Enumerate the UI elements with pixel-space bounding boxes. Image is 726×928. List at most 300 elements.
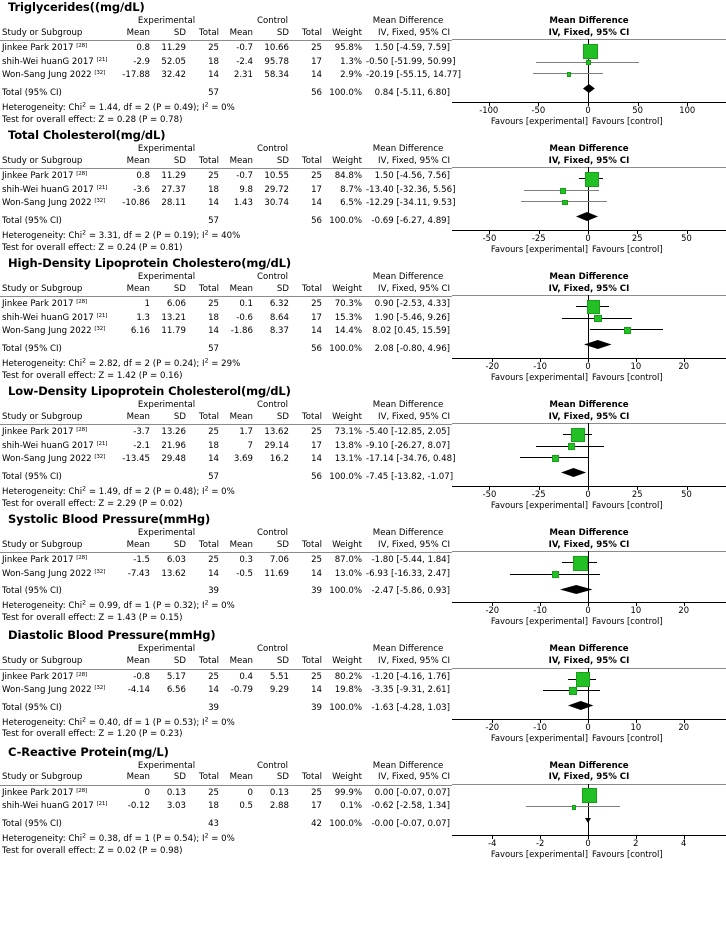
col-header-exp-mean: Mean [126, 27, 150, 38]
row-ctl-sd: 8.37 [269, 326, 289, 337]
row-ctl-sd: 6.32 [269, 299, 289, 310]
row-exp-total: 25 [208, 671, 219, 682]
col-header-exp-mean: Mean [126, 283, 150, 294]
forest-plot-canvas [452, 143, 726, 256]
group-header-control: Control [256, 399, 289, 410]
row-study-label: Jinkee Park 2017 [28] [2, 43, 87, 54]
plot-header-line2: IV, Fixed, 95% CI [548, 539, 630, 550]
overall-effect-text: Test for overall effect: Z = 0.28 (P = 0.78) [2, 114, 183, 125]
row-ctl-mean: 1.7 [239, 427, 253, 438]
statistics-table-wrapper [0, 143, 456, 256]
row-exp-sd: 32.42 [161, 70, 186, 81]
row-ctl-mean: 1.43 [233, 198, 253, 209]
axis-tick-label: -20 [485, 605, 500, 616]
total-weight: 100.0% [329, 215, 363, 226]
summary-diamond [561, 468, 586, 477]
row-exp-sd: 6.56 [166, 685, 186, 696]
study-weight-marker [562, 200, 568, 206]
axis-tick-label: -50 [482, 488, 497, 499]
axis-tick-label: -10 [533, 360, 547, 371]
favours-control-label: Favours [control] [592, 616, 663, 627]
axis-tick-label: 0 [585, 232, 591, 243]
total-ctl-total: 39 [311, 586, 323, 597]
table-row [0, 553, 452, 567]
md-header-line1: Mean Difference [372, 760, 444, 771]
forest-plot-wrapper [452, 271, 726, 384]
col-header-weight: Weight [332, 155, 363, 166]
plot-header-line1: Mean Difference [549, 644, 629, 655]
row-exp-mean: -13.45 [122, 454, 150, 465]
row-exp-sd: 11.29 [161, 43, 186, 54]
table-row [0, 669, 452, 683]
study-weight-marker [582, 788, 597, 803]
heterogeneity-row [0, 356, 452, 371]
row-weight: 15.3% [334, 312, 363, 323]
col-header-ctl-mean: Mean [229, 772, 253, 783]
row-exp-sd: 3.03 [166, 801, 186, 812]
row-weight: 13.0% [334, 568, 363, 579]
row-study-label: Won-Sang Jung 2022 [32] [2, 454, 106, 465]
total-row [0, 586, 452, 598]
row-study-label: Won-Sang Jung 2022 [32] [2, 70, 106, 81]
total-ctl-total: 56 [311, 215, 323, 226]
col-header-exp-mean: Mean [126, 539, 150, 550]
total-exp-total: 57 [208, 215, 219, 226]
favours-control-label: Favours [control] [592, 849, 663, 860]
col-header-ctl-mean: Mean [229, 27, 253, 38]
row-ctl-sd: 10.55 [264, 171, 289, 182]
forest-plot-canvas [452, 271, 726, 384]
statistics-table [0, 143, 456, 254]
study-weight-marker [552, 455, 559, 462]
forest-plot-wrapper [452, 527, 726, 628]
col-header-exp-sd: SD [173, 772, 186, 783]
row-mean-difference: 1.50 [-4.59, 7.59] [374, 43, 451, 54]
row-mean-difference: 0.90 [-2.53, 4.33] [374, 299, 451, 310]
axis-tick-label: -25 [531, 488, 546, 499]
panel-title: Triglycerides((mg/dL) [8, 0, 145, 14]
row-mean-difference: -3.35 [-9.31, 2.61] [371, 685, 451, 696]
row-exp-total: 14 [208, 70, 219, 81]
axis-tick-label: 20 [678, 360, 690, 371]
group-header-control: Control [256, 16, 289, 26]
row-exp-mean: -17.88 [122, 70, 150, 81]
plot-header-rule [452, 295, 726, 296]
row-ctl-total: 25 [311, 555, 323, 566]
forest-panel [0, 384, 726, 512]
total-label: Total (95% CI) [2, 87, 62, 98]
total-ctl-total: 56 [311, 87, 323, 98]
col-header-study: Study or Subgroup [2, 27, 83, 38]
axis-tick-label: -4 [488, 838, 497, 849]
plot-header-rule [452, 167, 726, 168]
row-exp-mean: 0.8 [136, 43, 150, 54]
group-header-row [0, 644, 452, 656]
study-weight-marker [576, 672, 590, 686]
row-ctl-sd: 95.78 [264, 56, 289, 67]
axis-tick-label: 20 [678, 605, 690, 616]
md-header-line1: Mean Difference [372, 527, 444, 538]
study-weight-marker [560, 188, 566, 194]
row-weight: 13.8% [334, 440, 363, 451]
col-header-exp-sd: SD [173, 655, 186, 666]
axis-tick-label: 50 [632, 104, 643, 115]
total-label: Total (95% CI) [2, 343, 62, 354]
group-header-control: Control [256, 644, 289, 655]
row-ctl-mean: 0.4 [239, 671, 253, 682]
row-mean-difference: 8.02 [0.45, 15.59] [372, 326, 451, 337]
row-ctl-total: 25 [311, 671, 323, 682]
group-header-control: Control [256, 271, 289, 282]
row-study-label: shih-Wei huanG 2017 [21] [2, 184, 108, 195]
col-header-ctl-mean: Mean [229, 411, 253, 422]
row-exp-mean: 0.8 [136, 171, 150, 182]
row-exp-total: 14 [208, 454, 219, 465]
row-weight: 95.8% [334, 43, 363, 54]
panel-title: Total Cholesterol(mg/dL) [8, 127, 166, 142]
group-header-row [0, 400, 452, 412]
column-header-row [0, 156, 452, 168]
col-header-study: Study or Subgroup [2, 155, 83, 166]
row-ctl-total: 25 [311, 171, 323, 182]
row-exp-total: 25 [208, 299, 219, 310]
heterogeneity-text: Heterogeneity: Chi$^2$ = 0.99, df = 1 (P = 0.32); $I^2 = 0\%$ [2, 599, 235, 612]
plot-header-line2: IV, Fixed, 95% CI [548, 27, 630, 38]
null-effect-line [588, 551, 589, 602]
row-exp-mean: -7.43 [127, 568, 150, 579]
axis-tick-label: 10 [630, 605, 642, 616]
null-effect-line [588, 423, 589, 486]
row-weight: 73.1% [334, 427, 363, 438]
heterogeneity-text: Heterogeneity: Chi$^2$ = 1.44, df = 2 (P = 0.49); $I^2 = 0\%$ [2, 101, 235, 113]
row-exp-sd: 5.17 [166, 671, 186, 682]
row-mean-difference: -1.20 [-4.16, 1.76] [371, 671, 451, 682]
total-mean-difference: -0.69 [-6.27, 4.89] [371, 215, 451, 226]
col-header-study: Study or Subgroup [2, 539, 83, 550]
row-exp-mean: -2.1 [133, 440, 150, 451]
row-mean-difference: -0.50 [-51.99, 50.99] [366, 56, 456, 67]
col-header-study: Study or Subgroup [2, 772, 83, 783]
total-exp-total: 57 [208, 343, 219, 354]
summary-diamond [584, 340, 612, 349]
row-ctl-mean: -2.4 [236, 56, 253, 67]
study-weight-marker [583, 44, 598, 59]
summary-diamond [583, 84, 595, 93]
row-exp-total: 14 [208, 685, 219, 696]
group-header-control: Control [256, 760, 289, 771]
col-header-exp-mean: Mean [126, 655, 150, 666]
axis-tick-label: 0 [585, 605, 591, 616]
statistics-table-wrapper [0, 760, 452, 861]
heterogeneity-row [0, 100, 452, 115]
table-row [0, 324, 452, 338]
axis-tick-label: -10 [533, 605, 547, 616]
row-exp-sd: 27.37 [161, 184, 186, 195]
row-exp-total: 25 [208, 43, 219, 54]
total-exp-total: 39 [208, 702, 219, 713]
plot-header-line1: Mean Difference [549, 271, 629, 282]
study-weight-marker [624, 327, 631, 334]
total-mean-difference: 0.84 [-5.11, 6.80] [374, 87, 451, 98]
overall-effect-text: Test for overall effect: Z = 0.02 (P = 0.98) [2, 845, 183, 856]
col-header-ctl-sd: SD [276, 655, 289, 666]
col-header-weight: Weight [332, 27, 363, 38]
row-exp-total: 18 [208, 312, 219, 323]
axis-tick-label: 0 [585, 488, 591, 499]
plot-header-line1: Mean Difference [549, 527, 629, 538]
total-weight: 100.0% [329, 343, 363, 354]
favours-control-label: Favours [control] [592, 499, 663, 510]
col-header-weight: Weight [332, 539, 363, 550]
summary-diamond [560, 585, 592, 594]
axis-tick-label: -20 [485, 721, 500, 732]
heterogeneity-row [0, 831, 452, 846]
favours-control-label: Favours [control] [592, 243, 663, 254]
axis-tick-label: -10 [533, 721, 547, 732]
citation-ref: [28] [76, 787, 87, 794]
citation-ref: [28] [76, 299, 87, 306]
panel-title: Low-Density Lipoprotein Cholesterol(mg/dL) [8, 383, 291, 398]
col-header-study: Study or Subgroup [2, 655, 83, 666]
row-ctl-mean: 0 [247, 787, 253, 798]
col-header-exp-total: Total [198, 27, 219, 38]
summary-diamond [585, 818, 591, 823]
axis-tick-label: 2 [633, 838, 639, 849]
summary-diamond [576, 212, 598, 221]
col-header-exp-mean: Mean [126, 155, 150, 166]
row-exp-sd: 11.79 [161, 326, 186, 337]
row-ctl-mean: 2.31 [233, 70, 253, 81]
row-ctl-mean: -0.79 [230, 685, 253, 696]
col-header-exp-total: Total [198, 655, 219, 666]
col-header-study: Study or Subgroup [2, 283, 83, 294]
row-exp-total: 14 [208, 568, 219, 579]
total-exp-total: 43 [208, 819, 219, 830]
forest-plot-canvas [452, 399, 726, 512]
total-weight: 100.0% [329, 471, 363, 482]
heterogeneity-text: Heterogeneity: Chi$^2$ = 0.38, df = 1 (P = 0.54); $I^2 = 0\%$ [2, 832, 235, 845]
total-mean-difference: -0.00 [-0.07, 0.07] [371, 819, 451, 830]
total-weight: 100.0% [329, 702, 363, 713]
group-header-row [0, 528, 452, 540]
forest-plot-wrapper [452, 399, 726, 512]
row-ctl-sd: 0.13 [269, 787, 289, 798]
total-exp-total: 57 [208, 471, 219, 482]
md-header-line1: Mean Difference [372, 271, 444, 282]
axis-tick-label: 100 [679, 104, 696, 115]
row-mean-difference: -17.14 [-34.76, 0.48] [366, 454, 456, 465]
total-weight: 100.0% [329, 87, 363, 98]
row-study-label: shih-Wei huanG 2017 [21] [2, 312, 108, 323]
overall-effect-row [0, 499, 452, 511]
row-ctl-mean: 0.1 [239, 299, 253, 310]
heterogeneity-row [0, 598, 452, 613]
table-row [0, 425, 452, 439]
plot-header-line1: Mean Difference [549, 16, 629, 26]
citation-ref: [21] [96, 312, 108, 319]
panel-title: C-Reactive Protein(mg/L) [8, 744, 169, 759]
table-row [0, 55, 452, 69]
study-weight-marker [594, 315, 601, 322]
row-mean-difference: -6.93 [-16.33, 2.47] [366, 568, 451, 579]
row-study-label: Jinkee Park 2017 [28] [2, 427, 87, 438]
row-exp-total: 25 [208, 427, 219, 438]
group-header-row [0, 16, 452, 28]
col-header-exp-total: Total [198, 539, 219, 550]
forest-panel [0, 745, 726, 861]
forest-plot-canvas [452, 15, 726, 128]
row-ctl-total: 25 [311, 299, 323, 310]
total-row [0, 88, 452, 100]
row-exp-sd: 29.48 [161, 454, 186, 465]
axis-tick-label: 20 [678, 721, 690, 732]
table-row [0, 41, 452, 55]
total-label: Total (95% CI) [2, 702, 62, 713]
citation-ref: [21] [96, 440, 108, 447]
row-weight: 13.1% [334, 454, 363, 465]
row-exp-mean: -0.8 [133, 671, 150, 682]
total-row [0, 216, 452, 228]
overall-effect-row [0, 243, 452, 255]
column-header-row [0, 412, 452, 424]
row-study-label: Jinkee Park 2017 [28] [2, 555, 87, 566]
row-exp-mean: -3.6 [133, 184, 150, 195]
row-exp-sd: 6.03 [166, 555, 186, 566]
citation-ref: [28] [76, 171, 87, 178]
row-ctl-sd: 58.34 [264, 70, 289, 81]
overall-effect-text: Test for overall effect: Z = 2.29 (P = 0.02) [2, 498, 183, 509]
row-weight: 70.3% [334, 299, 363, 310]
md-header-line1: Mean Difference [372, 399, 444, 410]
row-exp-total: 18 [208, 56, 219, 67]
col-header-exp-sd: SD [173, 411, 186, 422]
md-header-line2: IV, Fixed, 95% CI [378, 772, 451, 783]
row-ctl-total: 14 [311, 198, 323, 209]
row-weight: 6.5% [340, 198, 363, 209]
row-ctl-sd: 16.2 [269, 454, 289, 465]
plot-header-rule [452, 668, 726, 669]
table-row [0, 785, 452, 799]
row-weight: 0.1% [340, 801, 363, 812]
row-weight: 99.9% [334, 787, 363, 798]
axis-tick-label: 0 [585, 360, 591, 371]
row-ctl-sd: 7.06 [269, 555, 289, 566]
favours-control-label: Favours [control] [592, 732, 663, 743]
total-ctl-total: 42 [311, 819, 323, 830]
row-exp-sd: 13.62 [161, 568, 186, 579]
plot-header-line2: IV, Fixed, 95% CI [548, 283, 630, 294]
row-weight: 80.2% [334, 671, 363, 682]
total-mean-difference: -1.63 [-4.28, 1.03] [371, 702, 451, 713]
panel-body [0, 643, 726, 744]
row-exp-sd: 28.11 [161, 198, 186, 209]
panel-title: High-Density Lipoprotein Cholestero(mg/dL) [8, 255, 291, 270]
heterogeneity-text: Heterogeneity: Chi$^2$ = 2.82, df = 2 (P = 0.24); $I^2 = 29\%$ [2, 357, 241, 369]
row-ctl-total: 17 [311, 440, 323, 451]
group-header-row [0, 144, 452, 156]
panel-body [0, 143, 726, 256]
row-weight: 14.4% [334, 326, 363, 337]
panel-body [0, 760, 726, 861]
statistics-table [0, 528, 452, 625]
total-mean-difference: -2.47 [-5.86, 0.93] [371, 586, 451, 597]
forest-panel [0, 128, 726, 256]
panel-title: Systolic Blood Pressure(mmHg) [8, 511, 211, 526]
row-ctl-sd: 2.88 [269, 801, 289, 812]
study-weight-marker [572, 805, 577, 810]
row-mean-difference: -20.19 [-55.15, 14.77] [366, 70, 461, 81]
col-header-ctl-total: Total [301, 27, 323, 38]
row-study-label: Jinkee Park 2017 [28] [2, 671, 87, 682]
row-study-label: shih-Wei huanG 2017 [21] [2, 440, 108, 451]
forest-plot-canvas [452, 760, 726, 861]
heterogeneity-text: Heterogeneity: Chi$^2$ = 3.31, df = 2 (P = 0.19); $I^2 = 40\%$ [2, 229, 241, 241]
row-exp-mean: 1.3 [136, 312, 150, 323]
citation-ref: [32] [94, 685, 106, 692]
axis-tick-label: -50 [482, 232, 497, 243]
row-study-label: Won-Sang Jung 2022 [32] [2, 568, 106, 579]
row-mean-difference: -13.40 [-32.36, 5.56] [366, 184, 456, 195]
study-weight-marker [568, 443, 575, 450]
panel-body [0, 15, 726, 128]
row-ctl-total: 17 [311, 184, 323, 195]
row-mean-difference: -9.10 [-26.27, 8.07] [366, 440, 451, 451]
axis-tick-label: 25 [631, 488, 643, 499]
row-exp-mean: 6.16 [130, 326, 150, 337]
row-weight: 1.3% [340, 56, 363, 67]
col-header-exp-sd: SD [173, 539, 186, 550]
column-header-row [0, 540, 452, 552]
row-ctl-mean: 7 [247, 440, 253, 451]
row-ctl-mean: 9.8 [239, 184, 253, 195]
axis-tick-label: 10 [630, 721, 642, 732]
x-axis-line [452, 230, 726, 231]
study-weight-marker [586, 60, 591, 65]
panel-body [0, 271, 726, 384]
citation-ref: [28] [76, 43, 87, 50]
citation-ref: [32] [94, 198, 106, 205]
row-exp-mean: -0.12 [127, 801, 150, 812]
forest-plot-wrapper [452, 760, 726, 861]
group-header-control: Control [256, 143, 289, 154]
row-ctl-mean: -0.6 [236, 312, 253, 323]
col-header-weight: Weight [332, 655, 363, 666]
row-exp-total: 14 [208, 198, 219, 209]
overall-effect-text: Test for overall effect: Z = 1.42 (P = 0.16) [2, 370, 183, 381]
row-ctl-sd: 9.29 [269, 685, 289, 696]
study-weight-marker [552, 571, 559, 578]
row-ctl-sd: 10.66 [264, 43, 289, 54]
row-ctl-sd: 11.69 [264, 568, 289, 579]
col-header-exp-sd: SD [173, 27, 186, 38]
row-ctl-sd: 29.72 [264, 184, 289, 195]
row-study-label: Won-Sang Jung 2022 [32] [2, 198, 106, 209]
col-header-weight: Weight [332, 283, 363, 294]
statistics-table [0, 761, 452, 858]
plot-header-line2: IV, Fixed, 95% CI [548, 155, 630, 166]
plot-header-rule [452, 423, 726, 424]
overall-effect-text: Test for overall effect: Z = 1.43 (P = 0.15) [2, 612, 183, 623]
row-exp-mean: -1.5 [133, 555, 150, 566]
table-row [0, 169, 452, 183]
col-header-study: Study or Subgroup [2, 411, 83, 422]
table-row [0, 683, 452, 697]
row-study-label: Jinkee Park 2017 [28] [2, 299, 87, 310]
col-header-exp-total: Total [198, 772, 219, 783]
col-header-ctl-sd: SD [276, 283, 289, 294]
row-exp-total: 18 [208, 440, 219, 451]
plot-header-line1: Mean Difference [549, 399, 629, 410]
